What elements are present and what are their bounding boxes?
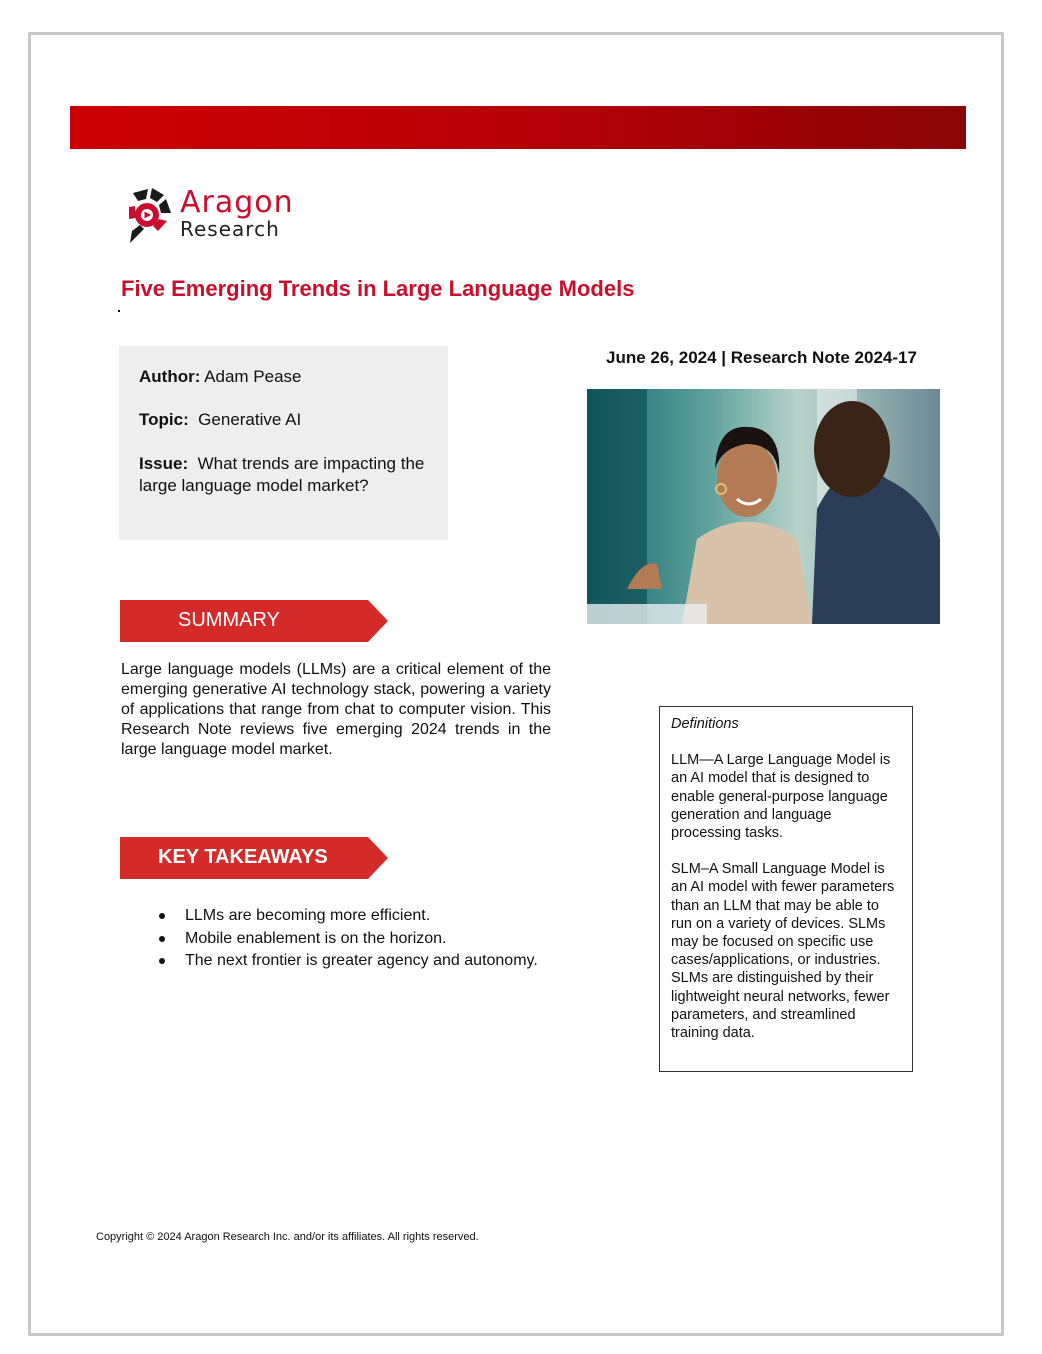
- summary-heading: SUMMARY: [178, 609, 280, 631]
- list-item: LLMs are becoming more efficient.: [155, 905, 538, 928]
- takeaways-heading: KEY TAKEAWAYS: [158, 846, 328, 868]
- header-bar: [70, 106, 966, 149]
- hero-photo-illustration: [587, 389, 940, 624]
- author-value: Adam Pease: [200, 367, 302, 386]
- meta-box: [119, 346, 448, 540]
- meta-issue: [139, 453, 439, 497]
- copyright-notice: Copyright © 2024 Aragon Research Inc. and/or its affiliates. All rights reserved.: [96, 1231, 479, 1243]
- summary-paragraph: Large language models (LLMs) are a critical element of the emerging generative AI technology stack, powering a variety of applications that range from chat to computer vision. This Research Note reviews five emerging 2024 trends in the large language model market.: [121, 661, 551, 758]
- stray-dot: [118, 310, 120, 312]
- meta-topic: [139, 409, 301, 431]
- logo-word-research: Research: [180, 217, 280, 241]
- topic-value: Generative AI: [188, 410, 302, 429]
- hero-photo: [587, 389, 940, 624]
- definitions-title: Definitions: [671, 716, 739, 732]
- aragon-logo: [126, 185, 326, 247]
- author-label: Author:: [139, 367, 201, 386]
- meta-author: [139, 366, 302, 388]
- takeaways-list: [155, 905, 538, 973]
- summary-heading-banner: [120, 600, 388, 642]
- topic-label: Topic:: [139, 410, 189, 429]
- issue-value: What trends are impacting the large language model market?: [139, 454, 430, 495]
- definitions-box: [659, 706, 913, 1072]
- aragon-logo-icon: [126, 185, 176, 247]
- date-line: June 26, 2024 | Research Note 2024-17: [606, 348, 917, 367]
- document-title: Five Emerging Trends in Large Language Models: [121, 276, 635, 301]
- definition-llm: LLM—A Large Language Model is an AI model that is designed to enable general-purpose language generation and language processing tasks.: [671, 752, 891, 842]
- list-item: Mobile enablement is on the horizon.: [155, 928, 538, 951]
- takeaways-heading-banner: [120, 837, 388, 879]
- issue-label: Issue:: [139, 454, 189, 473]
- definition-slm: SLM–A Small Language Model is an AI model with fewer parameters than an LLM that may be able to run on a variety of devices. SLMs may be focused on specific use cases/applications, or industries. SLMs are distinguished by their lightweight neural networks, fewer parameters, and streamlined training data.: [671, 861, 895, 1042]
- list-item: The next frontier is greater agency and autonomy.: [155, 950, 538, 973]
- logo-word-aragon: Aragon: [180, 185, 294, 220]
